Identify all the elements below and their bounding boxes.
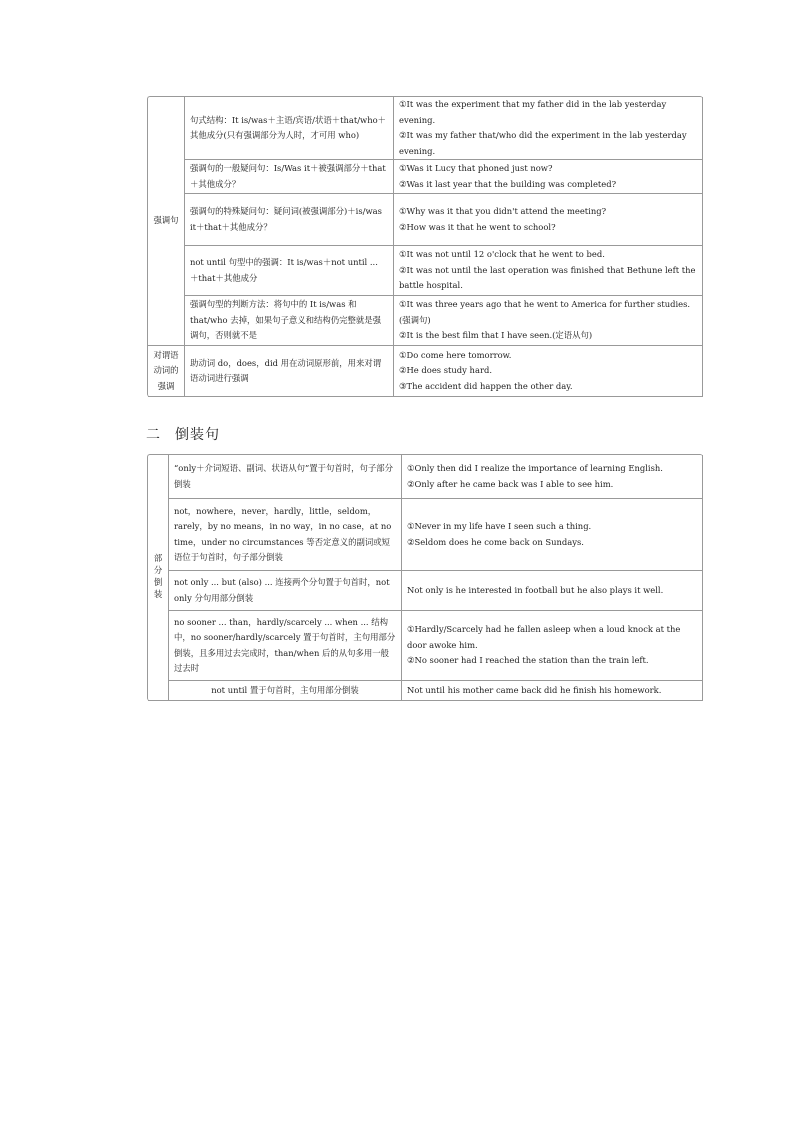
- section-heading: [146, 424, 220, 444]
- example-cell: [394, 246, 703, 296]
- example-line: ①It was the experiment that my father did in the lab yesterday evening.: [399, 99, 667, 125]
- example-cell: [402, 681, 703, 701]
- example-line: ②It was my father that/who did the experiment in the lab yesterday evening.: [399, 130, 687, 156]
- example-line: ②Only after he came back was I able to see him.: [407, 478, 614, 489]
- example-line: ①Why was it that you didn't attend the meeting?: [399, 206, 607, 216]
- example-cell: [394, 346, 703, 397]
- rule-cell: “only＋介词短语、副词、状语从句”置于句首时，句子部分倒装: [169, 455, 402, 499]
- example-cell: [394, 296, 703, 346]
- rule-cell: 助动词 do，does，did 用在动词原形前，用来对谓语动词进行强调: [185, 346, 394, 397]
- example-cell: [402, 571, 703, 611]
- section-title: 倒装句: [175, 427, 220, 443]
- example-cell: [402, 611, 703, 681]
- rule-cell: 强调句型的判断方法：将句中的 It is/was 和 that/who 去掉，如果句子意义和结构仍完整就是强调句，否则就不是: [185, 296, 394, 346]
- example-cell: [402, 455, 703, 499]
- example-line: ②How was it that he went to school?: [399, 221, 556, 232]
- emphasis-group-label: 强调句: [148, 97, 185, 346]
- rule-cell: no sooner ... than，hardly/scarcely ... when ... 结构中，no sooner/hardly/scarcely 置于句首时，主句用部分倒装，且多用过去完成时，than/when 后的从句多用一般过去时: [169, 611, 402, 681]
- example-line: ①Only then did I realize the importance of learning English.: [407, 463, 663, 473]
- example-line: ①Was it Lucy that phoned just now?: [399, 163, 553, 173]
- rule-cell: 句式结构：It is/was＋主语/宾语/状语＋that/who＋其他成分(只有强调部分为人时，才可用 who): [185, 97, 394, 160]
- example-cell: [394, 160, 703, 194]
- example-line: ①Never in my life have I seen such a thing.: [407, 521, 592, 531]
- example-line: ②He does study hard.: [399, 365, 492, 376]
- rule-cell: not，nowhere，never，hardly，little，seldom，rarely，by no means，in no way，in no case，at no time，under no circumstances 等否定意义的副词或短语位于句首时，句子部分倒装: [169, 499, 402, 571]
- example-line: ①It was three years ago that he went to America for further studies.(强调句): [399, 299, 691, 325]
- rule-cell: not until 置于句首时，主句用部分倒装: [169, 681, 402, 701]
- rule-cell: 强调句的特殊疑问句：疑问词(被强调部分)＋is/was it＋that＋其他成分？: [185, 194, 394, 246]
- section-number: 二: [146, 427, 161, 443]
- example-line: ①Do come here tomorrow.: [399, 349, 512, 360]
- rule-cell: not only ... but (also) ... 连接两个分句置于句首时，not only 分句用部分倒装: [169, 571, 402, 611]
- example-line: ②It is the best film that I have seen.(定语从句): [399, 330, 593, 341]
- inversion-group-label: 部分倒装: [148, 455, 169, 701]
- example-line: ②It was not until the last operation was finished that Bethune left the battle hospital.: [399, 264, 696, 291]
- emphasis-table: [147, 96, 703, 397]
- example-cell: [394, 97, 703, 160]
- inversion-table: [147, 454, 703, 701]
- example-line: ①It was not until 12 o'clock that he went to bed.: [399, 249, 605, 260]
- example-line: ②Seldom does he come back on Sundays.: [407, 536, 584, 547]
- example-line: Not only is he interested in football but he also plays it well.: [407, 584, 664, 595]
- auxiliary-group-label: 对谓语动词的强调: [148, 346, 185, 397]
- example-line: ②Was it last year that the building was completed?: [399, 178, 617, 189]
- example-line: Not until his mother came back did he finish his homework.: [407, 684, 662, 695]
- rule-cell: not until 句型中的强调：It is/was＋not until ... ＋that＋其他成分: [185, 246, 394, 296]
- example-cell: [394, 194, 703, 246]
- rule-cell: 强调句的一般疑问句：Is/Was it＋被强调部分＋that＋其他成分？: [185, 160, 394, 194]
- example-cell: [402, 499, 703, 571]
- example-line: ①Hardly/Scarcely had he fallen asleep when a loud knock at the door awoke him.: [407, 624, 681, 650]
- example-line: ③The accident did happen the other day.: [399, 380, 573, 391]
- example-line: ②No sooner had I reached the station than the train left.: [407, 655, 649, 666]
